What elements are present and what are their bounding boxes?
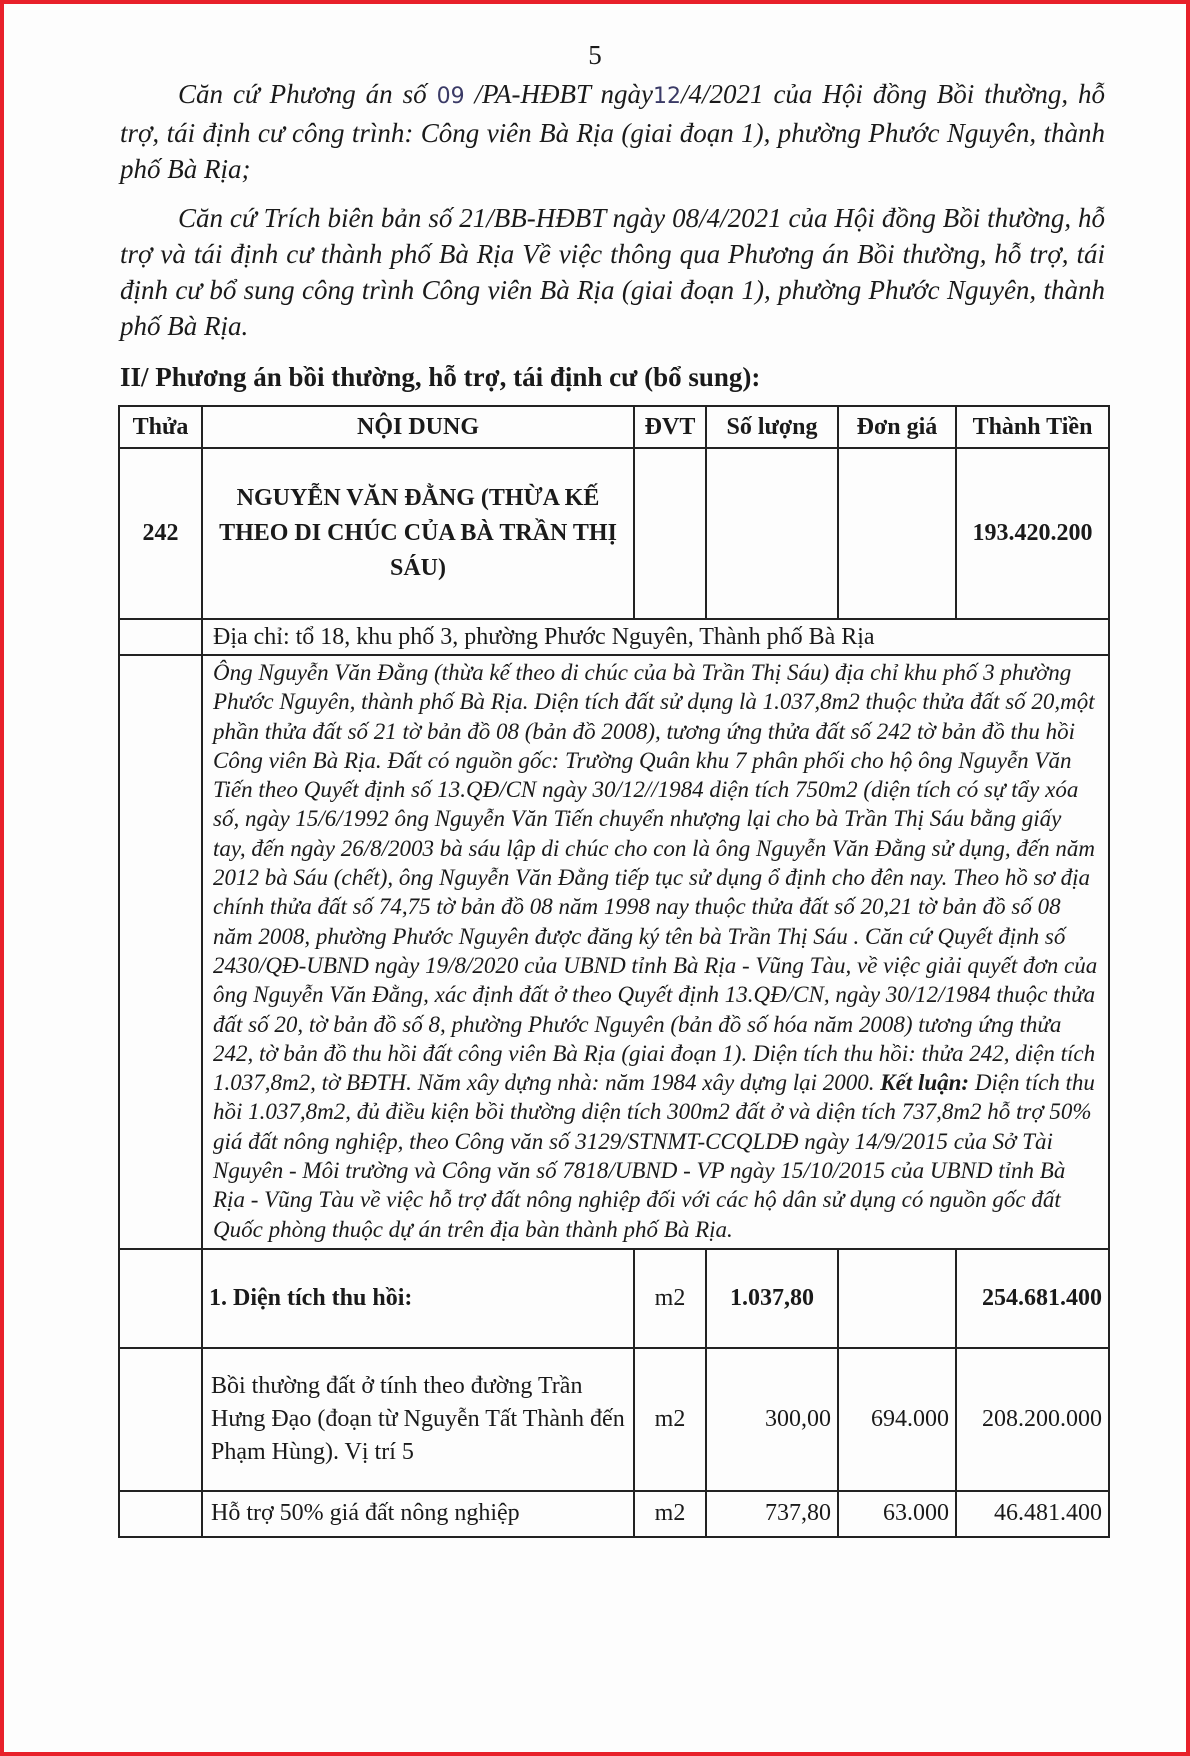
row1-amount: 254.681.400: [956, 1249, 1109, 1348]
row1-content: 1. Diện tích thu hồi:: [202, 1249, 634, 1348]
row3-content: Hỗ trợ 50% giá đất nông nghiệp: [202, 1491, 634, 1537]
table-row: [119, 1249, 1109, 1348]
table-header-row: [119, 406, 1109, 448]
description-text: Ông Nguyễn Văn Đằng (thừa kế theo di chúc của bà Trần Thị Sáu) địa chỉ khu phố 3 phường Phước Nguyên, thành phố Bà Rịa. Diện tích đất sử dụng là 1.037,8m2 thuộc thửa đất số 20,một phần thửa đất số 21 tờ bản đồ 08 (bản đồ 2008), tương ứng thửa đất số 242 tờ bản đồ thu hồi Công viên Bà Rịa. Đất có nguồn gốc: Trường Quân khu 7 phân phối cho hộ ông Nguyễn Văn Tiến theo Quyết định số 13.QĐ/CN ngày 30/12//1984 diện tích 750m2 (diện tích có sự tẩy xóa số, ngày 15/6/1992 ông Nguyễn Văn Tiến chuyển nhượng lại cho bà Trần Thị Sáu bằng giấy tay, đến ngày 26/8/2003 bà sáu lập di chúc cho con là ông Nguyễn Văn Đằng sử dụng, đến năm 2012 bà Sáu (chết), ông Nguyễn Văn Đằng tiếp tục sử dụng ổ định cho đên nay. Theo hồ sơ địa chính thửa đất số 74,75 tờ bản đồ 08 năm 1998 nay thuộc thửa đất số 20,21 tờ bản đồ số 08 năm 2008, phường Phước Nguyên được đăng ký tên bà Trần Thị Sáu . Căn cứ Quyết định số 2430/QĐ-UBND ngày 19/8/2020 của UBND tỉnh Bà Rịa - Vũng Tàu, về việc giải quyết đơn của ông Nguyễn Văn Đằng, xác định đất ở theo Quyết định 13.QĐ/CN, ngày 30/12/1984 thuộc thửa đất số 20, tờ bản đồ số 8, phường Phước Nguyên (bản đồ số hóa năm 2008) tương ứng thửa 242, tờ bản đồ thu hồi đất công viên Bà Rịa (giai đoạn 1). Diện tích thu hồi: thửa 242, diện tích 1.037,8m2, tờ BĐTH. Năm xây dựng nhà: năm 1984 xây dựng lại 2000.: [213, 660, 1098, 1096]
header-content: NỘI DUNG: [202, 406, 634, 448]
header-amount: Thành Tiền: [956, 406, 1109, 448]
preamble-text-b: /PA-HĐBT ngày: [474, 79, 653, 109]
owner-unit-cell: [634, 448, 706, 619]
description-row: [119, 655, 1109, 1249]
header-parcel: Thửa: [119, 406, 202, 448]
preamble-text-c: /4/2021 của Hội đồng Bồi thường, hỗ trợ, tái định cư công trình: Công viên Bà Rịa (giai đoạn 1), phường Phước Nguyên, thành phố Bà Rịa;: [120, 79, 1106, 184]
preamble-paragraph-1: [120, 76, 1105, 187]
header-unit-price: Đơn giá: [838, 406, 956, 448]
header-quantity: Số lượng: [706, 406, 838, 448]
row2-unit: m2: [634, 1348, 706, 1491]
conclusion-label: Kết luận:: [880, 1070, 970, 1096]
row2-amount: 208.200.000: [956, 1348, 1109, 1491]
row2-quantity: 300,00: [706, 1348, 838, 1491]
preamble-paragraph-2: Căn cứ Trích biên bản số 21/BB-HĐBT ngày 08/4/2021 của Hội đồng Bồi thường, hỗ trợ và tái định cư thành phố Bà Rịa Về việc thông qua Phương án Bồi thường, hỗ trợ, tái định cư bổ sung công trình Công viên Bà Rịa (giai đoạn 1), phường Phước Nguyên, thành phố Bà Rịa.: [120, 203, 1105, 341]
handwritten-plan-number: 09: [436, 84, 465, 109]
parcel-number: 242: [119, 448, 202, 619]
page-number: 5: [588, 40, 602, 70]
row3-unit-price: 63.000: [838, 1491, 956, 1537]
row3-unit: m2: [634, 1491, 706, 1537]
preamble-text-a: Căn cứ Phương án số: [178, 79, 427, 109]
row2-parcel-cell: [119, 1348, 202, 1491]
owner-name: NGUYỄN VĂN ĐẰNG (THỪA KẾ THEO DI CHÚC CỦA BÀ TRẦN THỊ SÁU): [202, 448, 634, 619]
row1-unit-price: [838, 1249, 956, 1348]
row3-parcel-cell: [119, 1491, 202, 1537]
owner-total-amount: 193.420.200: [956, 448, 1109, 619]
owner-address: Địa chỉ: tổ 18, khu phố 3, phường Phước Nguyên, Thành phố Bà Rịa: [202, 619, 1109, 655]
handwritten-day: 12: [653, 84, 681, 109]
row1-quantity: 1.037,80: [706, 1249, 838, 1348]
row3-quantity: 737,80: [706, 1491, 838, 1537]
table-row: [119, 1348, 1109, 1491]
compensation-table: [118, 405, 1110, 1538]
conclusion-text: Diện tích thu hồi 1.037,8m2, đủ điều kiện bồi thường diện tích 300m2 đất ở và diện tích 737,8m2 hỗ trợ 50% giá đất nông nghiệp, theo Công văn số 3129/STNMT-CCQLDĐ ngày 14/9/2015 của Sở Tài Nguyên - Môi trường và Công văn số 7818/UBND - VP ngày 15/10/2015 của UBND tỉnh Bà Rịa - Vũng Tàu về việc hỗ trợ đất nông nghiệp đối với các hộ dân sử dụng có nguồn gốc đất Quốc phòng thuộc dự án trên địa bàn thành phố Bà Rịa.: [213, 1070, 1095, 1242]
section-title: II/ Phương án bồi thường, hỗ trợ, tái định cư (bổ sung):: [120, 362, 761, 392]
row2-unit-price: 694.000: [838, 1348, 956, 1491]
land-description: [202, 655, 1109, 1249]
row2-content: Bồi thường đất ở tính theo đường Trần Hưng Đạo (đoạn từ Nguyễn Tất Thành đến Phạm Hùng). Vị trí 5: [202, 1348, 634, 1491]
row3-amount: 46.481.400: [956, 1491, 1109, 1537]
header-unit: ĐVT: [634, 406, 706, 448]
row1-unit: m2: [634, 1249, 706, 1348]
owner-row: [119, 448, 1109, 619]
description-empty-cell: [119, 655, 202, 1249]
address-empty-cell: [119, 619, 202, 655]
row1-parcel-cell: [119, 1249, 202, 1348]
address-row: [119, 619, 1109, 655]
owner-quantity-cell: [706, 448, 838, 619]
owner-price-cell: [838, 448, 956, 619]
table-row: [119, 1491, 1109, 1537]
